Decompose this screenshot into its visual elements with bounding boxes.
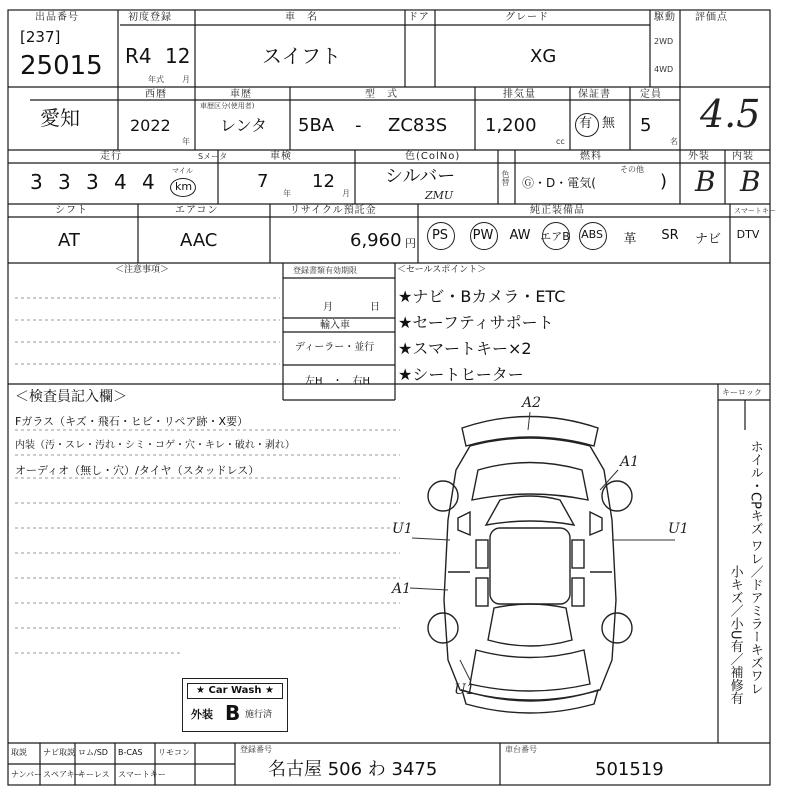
mark-left-rear: A1 bbox=[392, 581, 412, 597]
type-header: 型 式 bbox=[365, 89, 398, 100]
year-unit: 年 bbox=[182, 137, 190, 146]
drive-header: 駆動 bbox=[654, 12, 676, 23]
fuel-options: Ⓖ・D・電気( bbox=[522, 176, 596, 190]
roof bbox=[490, 528, 570, 604]
lot-bracket: [237] bbox=[20, 28, 61, 46]
keylock-label: キーロック bbox=[722, 388, 762, 397]
footer-cell: キーレス bbox=[78, 770, 110, 779]
warranty-yes: 有 bbox=[579, 116, 593, 131]
inspection-header: 車検 bbox=[270, 151, 292, 162]
chassis-header: 車台番号 bbox=[505, 745, 537, 754]
reg-month: 12 bbox=[165, 44, 191, 68]
chassis-number: 501519 bbox=[595, 759, 664, 780]
drive-2wd: 2WD bbox=[654, 37, 674, 46]
type-code: ZC83S bbox=[388, 115, 448, 136]
window-left-front bbox=[476, 540, 488, 568]
import-header: 輸入車 bbox=[320, 320, 350, 331]
cc-header: 排気量 bbox=[503, 89, 536, 100]
inspection-month: 12 bbox=[312, 171, 335, 192]
reg-month-unit: 月 bbox=[323, 302, 333, 313]
door-header: ドア bbox=[408, 12, 430, 23]
history-sub: 車歴区分(使用者) bbox=[200, 102, 255, 110]
carwash-exterior-label: 外装 bbox=[191, 708, 213, 721]
year-header: 西暦 bbox=[145, 89, 167, 100]
window-left-rear bbox=[476, 578, 488, 606]
color-header: 色(ColNo) bbox=[405, 151, 461, 162]
inspection-year-unit: 年 bbox=[283, 189, 291, 198]
model-name: スイフト bbox=[262, 44, 341, 68]
footer-cell: ナンバー bbox=[11, 770, 43, 779]
equipment-item: ナビ bbox=[694, 232, 721, 247]
mirror-right bbox=[590, 512, 602, 535]
wheel-front-right bbox=[602, 481, 632, 511]
sales-header: ＜セールスポイント＞ bbox=[397, 265, 487, 275]
footer-cell: スペアキー bbox=[43, 770, 83, 779]
body-outline bbox=[444, 438, 616, 700]
shift-header: シフト bbox=[55, 205, 88, 216]
footer-cell: B-CAS bbox=[118, 748, 143, 757]
type-dash: - bbox=[355, 115, 362, 136]
registration-header: 登録書類有効期限 bbox=[293, 266, 357, 275]
equipment-item: ABS bbox=[581, 228, 603, 241]
month-unit: 月 bbox=[182, 75, 190, 84]
inspector-header: ＜検査員記入欄＞ bbox=[15, 389, 127, 405]
footer-cell: スマートキー bbox=[118, 770, 166, 779]
region: 愛知 bbox=[40, 106, 80, 130]
footer-cell: 取説 bbox=[11, 748, 27, 757]
wheel-front-left bbox=[428, 481, 458, 511]
exterior-header: 外装 bbox=[688, 151, 710, 162]
mark-right-front: A1 bbox=[620, 454, 640, 470]
type-prefix: 5BA bbox=[298, 115, 335, 136]
warranty-header: 保証書 bbox=[578, 89, 611, 100]
lot-number: 25015 bbox=[20, 51, 103, 81]
displacement: 1,200 bbox=[485, 115, 537, 136]
front-bumper bbox=[462, 417, 598, 447]
reg-day-unit: 日 bbox=[370, 302, 380, 313]
side-note-1: ホイル・CPキズ ワレ／ドアミラーキズワレ bbox=[747, 440, 763, 696]
tailgate bbox=[470, 650, 590, 691]
capacity: 5 bbox=[640, 115, 652, 136]
window-right-rear bbox=[572, 578, 584, 606]
rear-bumper bbox=[462, 690, 598, 713]
capacity-header: 定員 bbox=[640, 89, 662, 100]
side-note-2: 小キズ／小U有／補修有 bbox=[727, 565, 743, 705]
equipment-item: SR bbox=[661, 228, 679, 243]
warranty-no: 無 bbox=[602, 116, 616, 131]
fuel-header: 燃料 bbox=[580, 151, 602, 162]
recycle-fee: 6,960 bbox=[350, 230, 402, 251]
color: シルバー bbox=[385, 166, 456, 187]
year: 2022 bbox=[130, 116, 171, 135]
audio-line: オーディオ（無し・穴）/タイヤ（スタッドレス） bbox=[15, 464, 260, 477]
mark-left-front: U1 bbox=[392, 521, 413, 537]
fuel-other: その他 bbox=[620, 165, 644, 174]
mileage-sub: Sメータ bbox=[198, 152, 228, 161]
footer-cell: ナビ取説 bbox=[43, 748, 75, 757]
carwash-grade: B bbox=[225, 701, 241, 725]
equipment-item: AW bbox=[509, 228, 531, 243]
ac-header: エアコン bbox=[175, 205, 219, 216]
window-right-front bbox=[572, 540, 584, 568]
carwash-title: ★ Car Wash ★ bbox=[187, 683, 283, 699]
wheel-rear-right bbox=[602, 613, 632, 643]
equipment-item: PW bbox=[472, 228, 494, 243]
model-header: 車 名 bbox=[285, 12, 318, 23]
ac: AAC bbox=[180, 230, 218, 251]
interior-header: 内装 bbox=[732, 151, 754, 162]
rear-window bbox=[488, 604, 572, 646]
grade-header: グレード bbox=[505, 12, 549, 23]
mileage-digit: 3 bbox=[86, 170, 99, 194]
inspection-year: 7 bbox=[257, 171, 269, 192]
exterior-grade: B bbox=[695, 165, 716, 198]
sales-point: ★スマートキー×2 bbox=[398, 339, 532, 358]
mirror-left bbox=[458, 512, 470, 535]
sales-point: ★セーフティサポート bbox=[398, 313, 554, 332]
glass-line: Fガラス（キズ・飛石・ヒビ・リペア跡・X要） bbox=[15, 415, 249, 428]
grade: XG bbox=[530, 46, 557, 67]
mileage-unit: km bbox=[175, 180, 193, 193]
recycle-unit: 円 bbox=[405, 237, 416, 250]
plate-number: 名古屋 506 わ 3475 bbox=[268, 759, 438, 780]
era-small: 年式 bbox=[148, 75, 164, 84]
inspection-month-unit: 月 bbox=[342, 189, 350, 198]
drive-4wd: 4WD bbox=[654, 65, 674, 74]
mileage-header: 走行 bbox=[100, 151, 122, 162]
color-code: ZMU bbox=[425, 189, 454, 202]
carwash-stamp bbox=[182, 678, 288, 732]
mileage-unit-top: マイル bbox=[172, 167, 193, 175]
score-header: 評価点 bbox=[695, 12, 728, 23]
footer-cell: ロム/SD bbox=[78, 748, 108, 757]
plate-header: 登録番号 bbox=[240, 745, 272, 754]
equip-header: 純正装備品 bbox=[530, 205, 585, 216]
fuel-close: ) bbox=[660, 171, 668, 192]
wheel-rear-left bbox=[428, 613, 458, 643]
history: レンタ bbox=[220, 116, 267, 135]
history-header: 車歴 bbox=[230, 89, 252, 100]
interior-line: 内装（汚・スレ・汚れ・シミ・コゲ・穴・キレ・破れ・剥れ） bbox=[15, 440, 295, 451]
carwash-done: 施行済 bbox=[245, 710, 273, 720]
era-year: R4 bbox=[125, 44, 152, 68]
first-reg-header: 初度登録 bbox=[128, 12, 172, 23]
capacity-unit: 名 bbox=[670, 137, 678, 146]
equipment-item: PS bbox=[431, 228, 449, 243]
shift: AT bbox=[58, 230, 80, 251]
caution-header: ＜注意事項＞ bbox=[115, 265, 170, 275]
mileage-digit: 4 bbox=[142, 170, 155, 194]
mark-left-rear-low: U1 bbox=[454, 682, 475, 698]
keyless-header: スマートキー bbox=[734, 207, 776, 215]
mark-right-mid: U1 bbox=[668, 521, 689, 537]
score: 4.5 bbox=[700, 92, 761, 136]
mileage-digit: 3 bbox=[30, 170, 43, 194]
mileage-digit: 4 bbox=[114, 170, 127, 194]
equipment-item: エアB bbox=[540, 230, 570, 243]
windshield bbox=[486, 496, 574, 525]
dealer-parallel: ディーラー・並行 bbox=[295, 342, 375, 353]
handle-side: 左H ・ 右H bbox=[305, 376, 371, 387]
equipment-item: DTV bbox=[736, 228, 760, 241]
equipment-item: 革 bbox=[623, 232, 637, 247]
sales-point: ★シートヒーター bbox=[398, 365, 524, 384]
color-side: 色替 bbox=[501, 170, 510, 186]
mileage-digit: 3 bbox=[58, 170, 71, 194]
hood bbox=[472, 463, 588, 501]
cc-unit: cc bbox=[556, 137, 565, 146]
footer-cell: リモコン bbox=[158, 748, 190, 757]
sales-point: ★ナビ・Bカメラ・ETC bbox=[398, 287, 566, 306]
mark-front: A2 bbox=[522, 395, 542, 411]
interior-grade: B bbox=[740, 165, 761, 198]
lot-header: 出品番号 bbox=[35, 12, 79, 23]
recycle-header: リサイクル預託金 bbox=[290, 205, 377, 216]
